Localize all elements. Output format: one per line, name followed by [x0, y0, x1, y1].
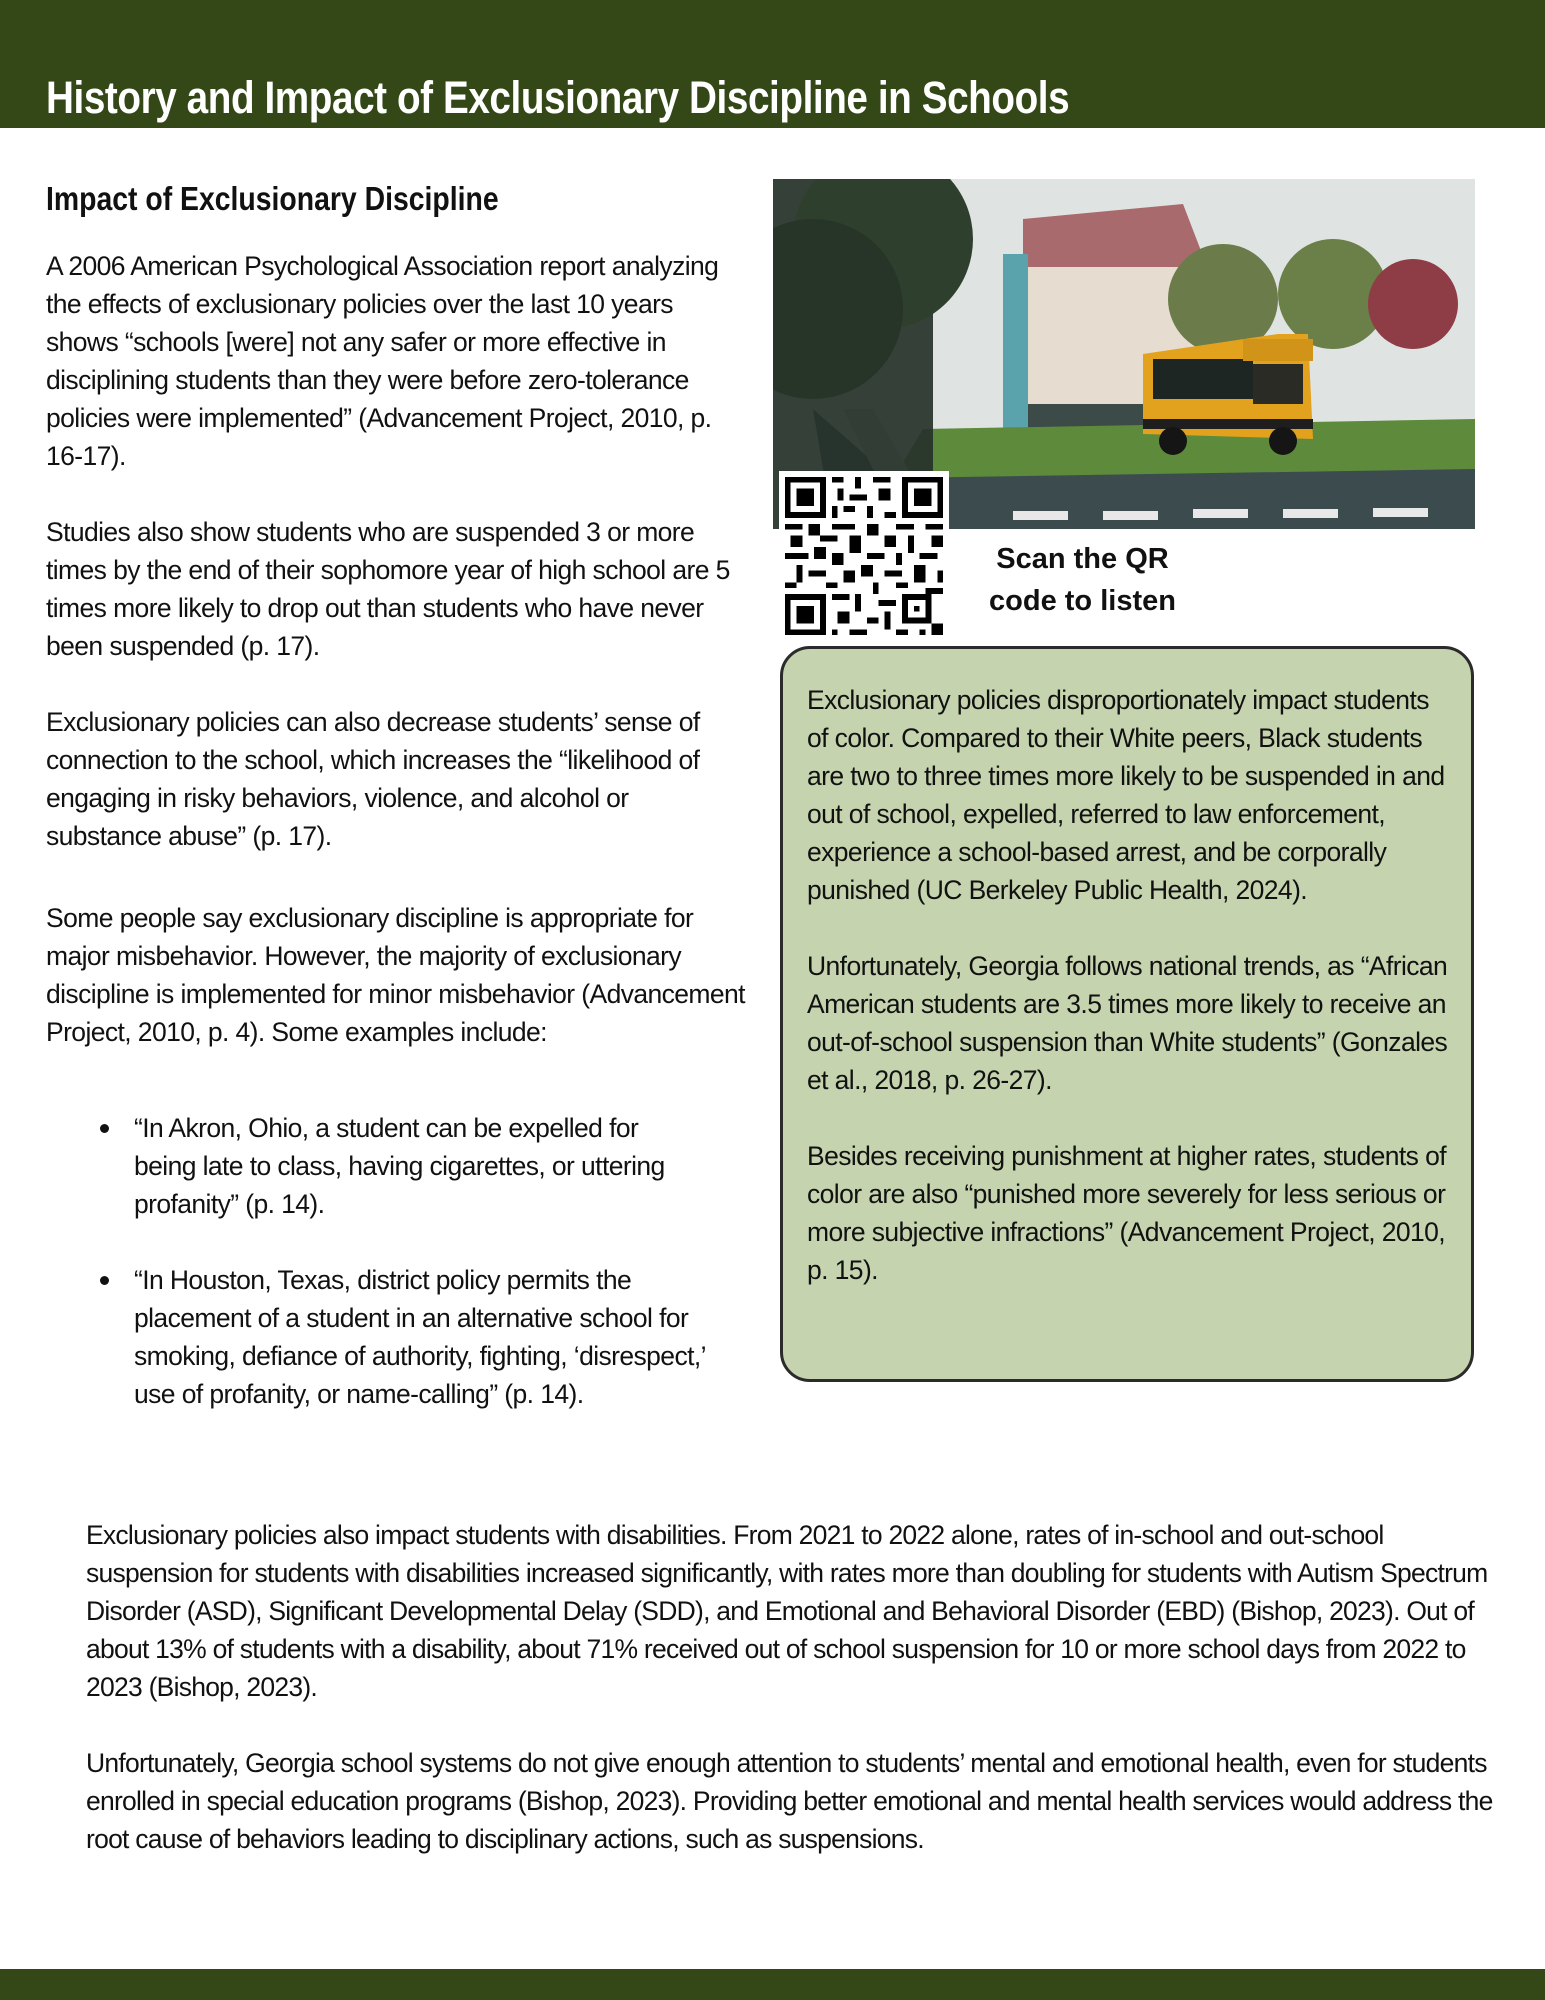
list-item [46, 1261, 706, 1413]
bullet-icon [100, 1276, 109, 1285]
qr-code[interactable] [779, 471, 949, 641]
callout-paragraph-georgia: Unfortunately, Georgia follows national trends, as “African American students are 3.5 times more likely to receive an out-of-school suspension than White students” (Gonzales et al., 2018, p. 26-27). [807, 951, 1448, 1095]
bullet-icon [100, 1124, 109, 1133]
list-item [46, 1109, 706, 1223]
callout-paragraph-severity: Besides receiving punishment at higher rates, students of color are also “punished more severely for less serious or more subjective infractions” (Advancement Project, 2010, p. 15). [807, 1141, 1446, 1285]
callout-paragraph-disparity: Exclusionary policies disproportionately impact students of color. Compared to their White peers, Black students are two to three times more likely to be suspended in and out of school, expelled, referred to law enforcement, experience a school-based arrest, and be corporally punished (UC Berkeley Public Health, 2024). [807, 685, 1445, 905]
disabilities-section [86, 1516, 1506, 1706]
example-akron: “In Akron, Ohio, a student can be expelled for being late to class, having cigarettes, or uttering profanity” (p. 14). [134, 1113, 665, 1219]
callout-box [780, 646, 1474, 1382]
footer-bar [0, 1969, 1545, 2000]
examples-list [46, 1109, 706, 1451]
paragraph-disabilities: Exclusionary policies also impact students with disabilities. From 2021 to 2022 alone, rates of in-school and out-school suspension for students with disabilities increased significantly, with rates more than doubling for students with Autism Spectrum Disorder (ASD), Significant Developmental Delay (SDD), and Emotional and Behavioral Disorder (EBD) (Bishop, 2023). Out of about 13% of students with a disability, about 71% received out of school suspension for 10 or more school days from 2022 to 2023 (Bishop, 2023). [86, 1520, 1488, 1702]
header-bar [0, 0, 1545, 128]
paragraph-mental-health: Unfortunately, Georgia school systems do not give enough attention to students’ mental and emotional health, even for students enrolled in special education programs (Bishop, 2023). Providing better emotional and mental health services would address the root cause of behaviors leading to disciplinary actions, such as suspensions. [86, 1748, 1493, 1854]
left-column [46, 180, 746, 224]
page-title: History and Impact of Exclusionary Discipline in Schools [46, 72, 1070, 124]
mental-health-section [86, 1744, 1506, 1858]
example-houston: “In Houston, Texas, district policy permits the placement of a student in an alternative school for smoking, defiance of authority, fighting, ‘disrespect,’ use of profanity, or name-calling” (p. 14). [134, 1265, 705, 1409]
section-heading: Impact of Exclusionary Discipline [46, 180, 499, 217]
paragraph-minor-misbehavior: Some people say exclusionary discipline is appropriate for major misbehavior. However, the majority of exclusionary discipline is implemented for minor misbehavior (Advancement Project, 2010, p. 4). Some examples include: [46, 903, 745, 1047]
paragraph-apa-report: A 2006 American Psychological Association report analyzing the effects of exclusionary policies over the last 10 years shows “schools [were] not any safer or more effective in disciplining students than they were before zero-tolerance policies were implemented” (Advancement Project, 2010, p. 16-17). [46, 251, 719, 471]
paragraph-dropout: Studies also show students who are suspended 3 or more times by the end of their sophomore year of high school are 5 times more likely to drop out than students who have never been suspended (p. 17). [46, 517, 730, 661]
paragraph-connection: Exclusionary policies can also decrease students’ sense of connection to the school, which increases the “likelihood of engaging in risky behaviors, violence, and alcohol or substance abuse” (p. 17). [46, 707, 700, 851]
qr-caption: Scan the QR code to listen [989, 543, 1176, 617]
qr-code-icon [779, 471, 949, 641]
